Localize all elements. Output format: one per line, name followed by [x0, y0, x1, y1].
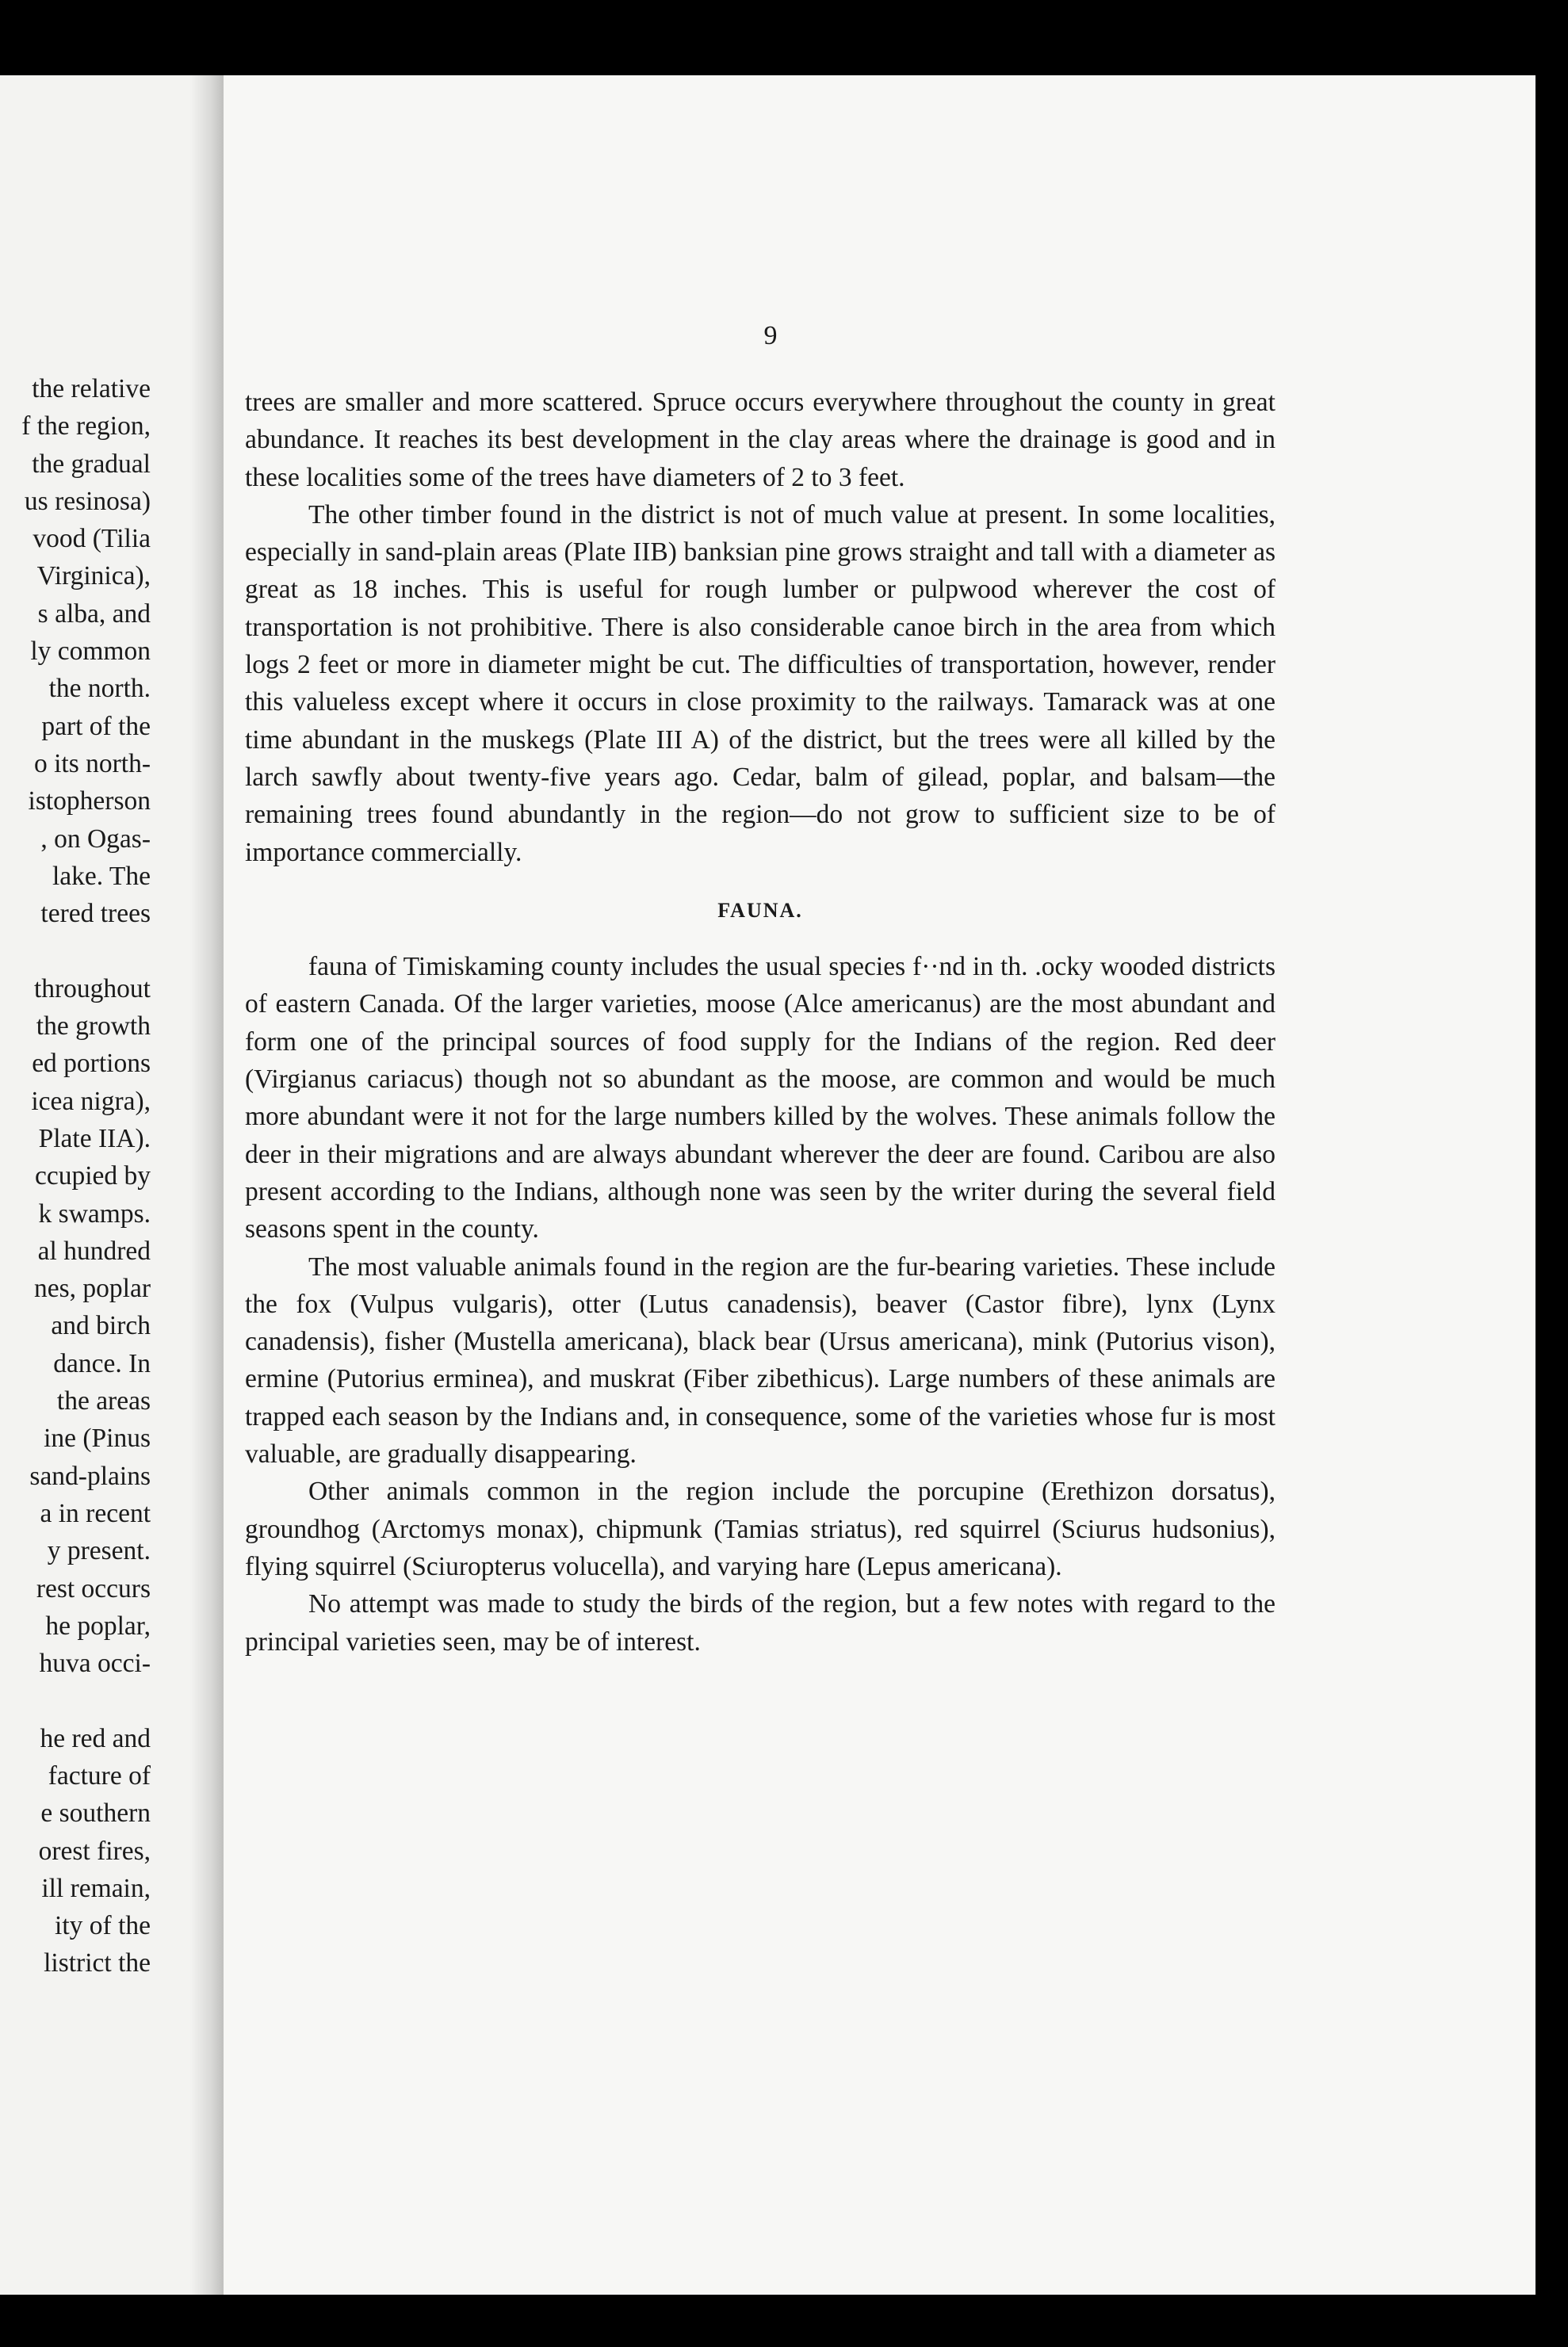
left-page-line: ccupied by: [34, 1161, 151, 1191]
left-page-line: throughout: [33, 973, 151, 1003]
left-page-line: a in recent: [40, 1498, 151, 1528]
left-page-line: orest fires,: [38, 1836, 151, 1866]
left-page-line: ity of the: [55, 1911, 151, 1941]
left-page-line: us resinosa): [24, 486, 151, 516]
left-page-line: k swamps.: [38, 1198, 151, 1229]
left-page-line: Virginica),: [36, 561, 151, 591]
left-page-line: al hundred: [37, 1236, 151, 1266]
left-page-line: y present.: [47, 1536, 151, 1566]
left-page-line: e southern: [40, 1798, 151, 1829]
left-page-line: and birch: [51, 1311, 151, 1341]
scan-border: [1535, 75, 1568, 2295]
paragraph-birds: No attempt was made to study the birds of the region, but a few notes with regard to the principal varieties seen, may be of interest.: [245, 1589, 1275, 1657]
section-heading-fauna: FAUNA.: [717, 898, 803, 922]
left-page-line: ine (Pinus: [44, 1424, 151, 1454]
left-page-line: o its north-: [33, 748, 151, 778]
left-page-line: [21, 932, 151, 969]
paragraph-spruce: trees are smaller and more scattered. Spruce occurs everywhere throughout the county in great abundance. It reaches its best development in the clay areas where the drainage is good and in these localities some of the trees have diameters of 2 to 3 feet.: [245, 388, 1275, 492]
left-page-line: ill remain,: [41, 1873, 151, 1903]
left-page-line: huva occi-: [39, 1649, 151, 1679]
left-page-line: the north.: [48, 674, 151, 704]
left-page-line: lake. The: [52, 861, 151, 891]
left-page-line: sand-plains: [29, 1461, 151, 1491]
paragraph-fauna-intro: fauna of Timiskaming county includes the usual species f··nd in th. .ocky wooded districts of eastern Canada. Of the larger varieties, moose (Alce americanus) are the most abundant and form one of the principal sources of food supply for the Indians of the region. Red deer (Virgianus cariacus) though not so abundant as the moose, are common and would be much more abundant were it not for the large numbers killed by the wolves. These animals follow the deer in their migrations and are always abundant wherever the deer are found. Caribou are also present according to the Indians, although none was seen by the writer during the several field seasons spent in the county.: [245, 952, 1275, 1244]
left-page-line: Plate IIA).: [38, 1123, 151, 1153]
left-page-line: listrict the: [44, 1948, 151, 1978]
left-page-line: rest occurs: [36, 1573, 151, 1604]
body-text: [245, 384, 1275, 1661]
left-page-line: [21, 1682, 151, 1719]
left-page-line: vood (Tilia: [33, 524, 151, 554]
left-page-line: istopherson: [28, 786, 151, 816]
left-page-line: the gradual: [32, 449, 151, 479]
left-page-line: the relative: [32, 374, 151, 403]
left-page-line: f the region,: [21, 411, 151, 441]
left-page-line: ly common: [30, 636, 151, 667]
left-page-line: icea nigra),: [31, 1086, 151, 1116]
left-page-line: the growth: [36, 1011, 151, 1042]
right-page: [224, 75, 1535, 2295]
paragraph-other-animals: Other animals common in the region include the porcupine (Erethizon dorsatus), groundhog (Arctomys monax), chipmunk (Tamias striatus), red squirrel (Sciurus hudsonius), flying squirrel (Sciuropterus volucella), and varying hare (Lepus americana).: [245, 1477, 1275, 1581]
paragraph-timber: The other timber found in the district is not of much value at present. In some localities, especially in sand-plain areas (Plate IIB) banksian pine grows straight and tall with a diameter as great as 18 inches. This is useful for rough lumber or pulpwood wherever the cost of transportation is not prohibitive. There is also considerable canoe birch in the area from which logs 2 feet or more in diameter might be cut. The difficulties of transportation, however, render this valueless except where it occurs in close proximity to the railways. Tamarack was at one time abundant in the muskegs (Plate III A) of the district, but the trees were all killed by the larch sawfly about twenty-five years ago. Cedar, balm of gilead, poplar, and balsam—the remaining trees found abundantly in the region—do not grow to sufficient size to be of importance commercially.: [245, 499, 1275, 867]
left-page-line: nes, poplar: [34, 1274, 151, 1304]
left-page-line: he red and: [40, 1723, 151, 1753]
left-page-line: s alba, and: [37, 598, 151, 629]
left-page-line: part of the: [41, 711, 151, 741]
page-number: 9: [763, 321, 778, 350]
left-page-line: dance. In: [53, 1348, 151, 1378]
left-page-line: he poplar,: [45, 1611, 151, 1641]
left-page-line: the areas: [56, 1386, 151, 1416]
left-page-line: ed portions: [32, 1049, 151, 1079]
left-page-lines: [21, 370, 151, 1982]
left-page-line: , on Ogas-: [40, 824, 151, 854]
left-page-line: facture of: [48, 1760, 151, 1791]
left-page-line: tered trees: [40, 899, 151, 929]
paragraph-fur-bearing: The most valuable animals found in the region are the fur-bearing varieties. These include the fox (Vulpus vulgaris), otter (Lutus canadensis), beaver (Castor fibre), lynx (Lynx canadensis), fisher (Mustella americana), black bear (Ursus americana), mink (Putorius vison), ermine (Putorius erminea), and muskrat (Fiber zibethicus). Large numbers of these animals are trapped each season by the Indians and, in consequence, some of the varieties whose fur is most valuable, are gradually disappearing.: [245, 1252, 1275, 1470]
